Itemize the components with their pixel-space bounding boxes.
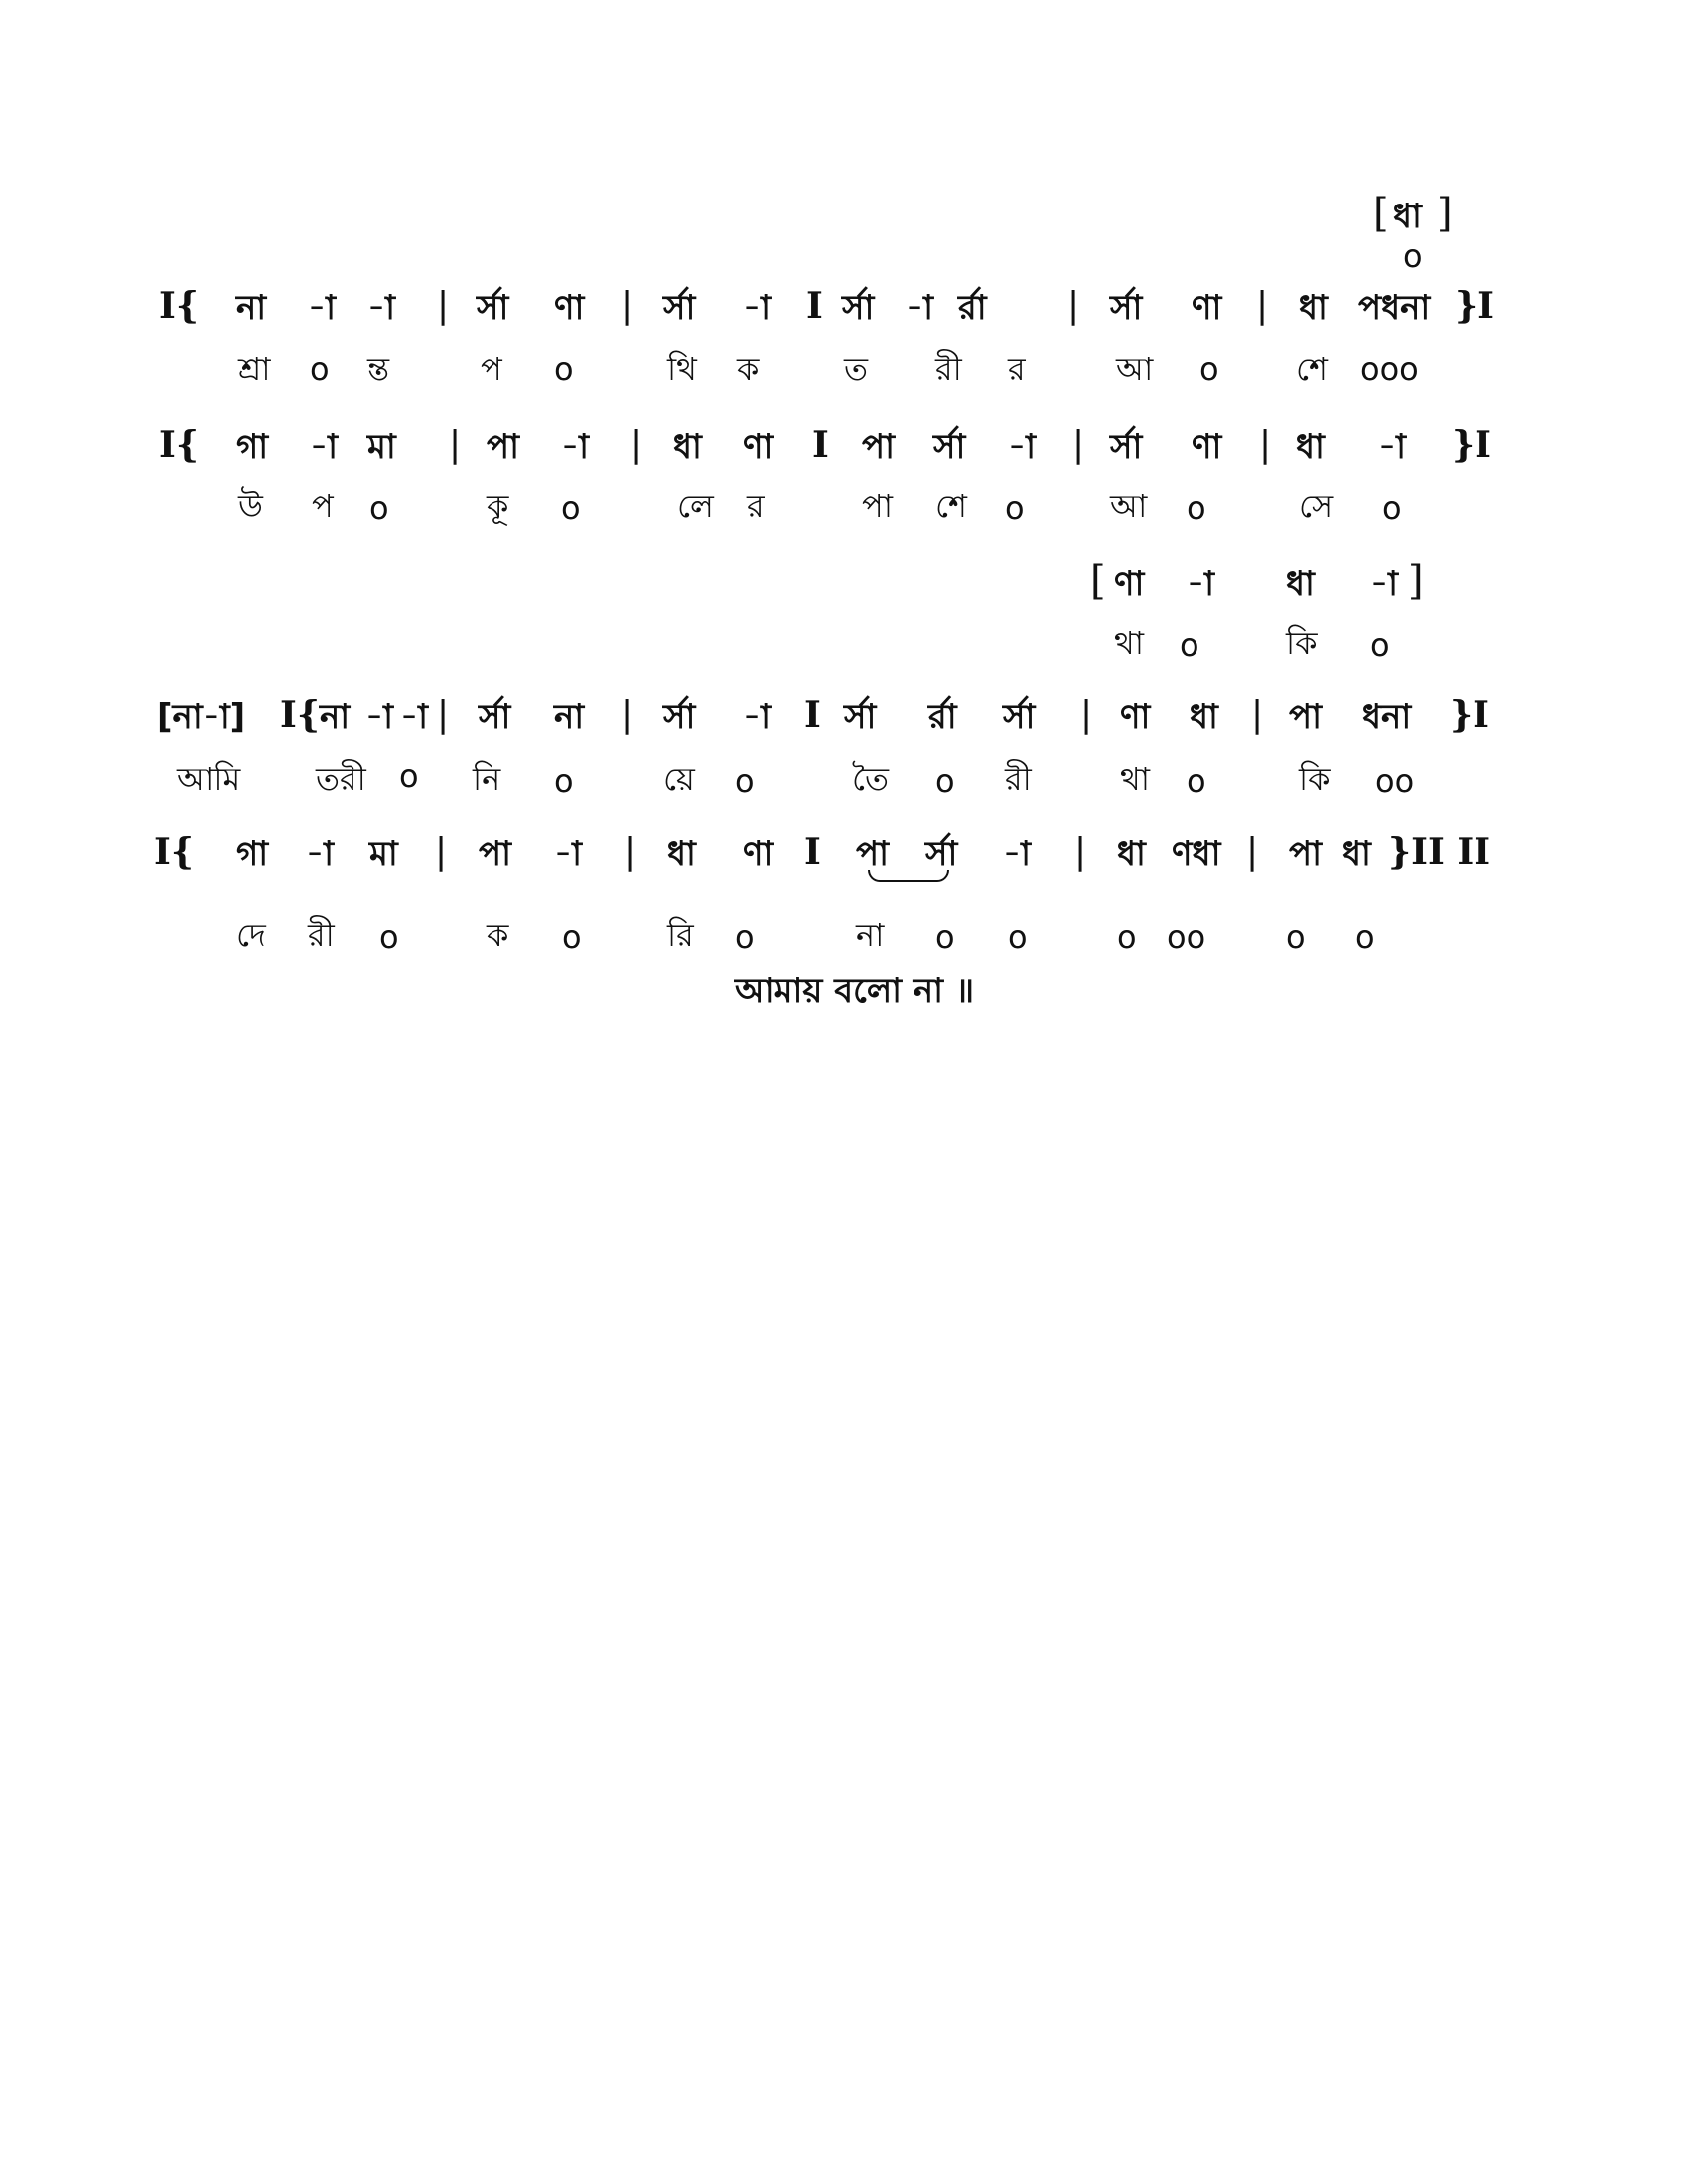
note: র্রা bbox=[958, 288, 987, 328]
note: পা bbox=[862, 427, 895, 467]
note: র্সা bbox=[842, 288, 875, 328]
lyric: থা bbox=[1120, 760, 1151, 798]
bar-line: | bbox=[435, 831, 448, 872]
note: -া bbox=[1378, 427, 1406, 467]
note: র্সা bbox=[1003, 697, 1036, 737]
note: -া bbox=[365, 697, 393, 737]
bar-line: | bbox=[437, 694, 450, 735]
note: -া bbox=[561, 427, 589, 467]
note: পা bbox=[1289, 697, 1322, 737]
line2-start-mark: I{ bbox=[159, 424, 199, 466]
lyric: o bbox=[1117, 918, 1137, 956]
note: র্সা bbox=[1110, 288, 1143, 328]
lyric: o bbox=[935, 918, 955, 956]
variant-lyric: কি bbox=[1286, 624, 1318, 662]
note: ণা bbox=[554, 288, 585, 328]
note: ণা bbox=[743, 427, 774, 467]
lyric: o bbox=[379, 918, 399, 956]
lyric: o bbox=[1187, 762, 1206, 800]
lyric: থি bbox=[667, 350, 697, 388]
lyric: সে bbox=[1299, 487, 1334, 525]
lyric: তরী bbox=[316, 760, 366, 798]
lyric: নি bbox=[473, 760, 501, 798]
lyric: পা bbox=[862, 487, 894, 525]
bracket-open: [ bbox=[1373, 191, 1389, 236]
variant-note: ণা bbox=[1114, 564, 1145, 604]
closing-line: আমায় বলো না ॥ bbox=[735, 971, 975, 1011]
lyric: oo bbox=[1167, 918, 1206, 956]
note: ধা bbox=[1342, 834, 1371, 874]
variant-note: -া bbox=[1370, 564, 1398, 604]
lyric: o bbox=[1005, 489, 1025, 527]
note: ণা bbox=[1192, 288, 1222, 328]
note: -া bbox=[743, 288, 771, 328]
meend-slur bbox=[868, 870, 949, 882]
lyric: রি bbox=[667, 916, 694, 954]
lyric: প bbox=[481, 350, 502, 388]
variant-lyric: o bbox=[1370, 626, 1390, 664]
lyric: o bbox=[1355, 918, 1375, 956]
note: র্সা bbox=[1110, 427, 1143, 467]
note: ধা bbox=[1190, 697, 1218, 737]
lyric: আমি bbox=[177, 760, 241, 798]
note: র্সা bbox=[479, 697, 511, 737]
note: -া bbox=[400, 697, 428, 737]
lyric: শ্রা bbox=[238, 350, 271, 388]
section-mark: I bbox=[806, 285, 823, 327]
line4-start-mark: I{ bbox=[154, 831, 194, 873]
note: ণা bbox=[1120, 697, 1151, 737]
note: ণা bbox=[743, 834, 774, 874]
lyric: o bbox=[561, 489, 581, 527]
section-mark: I bbox=[804, 831, 821, 873]
lyric: o bbox=[554, 350, 574, 388]
lyric: উ bbox=[238, 487, 263, 525]
note: -া bbox=[367, 288, 395, 328]
lyric: তৈ bbox=[852, 760, 889, 798]
note: র্সা bbox=[663, 697, 696, 737]
line1-end-mark: }I bbox=[1455, 285, 1494, 327]
variant-lyric: o bbox=[1180, 626, 1199, 664]
lyric: o bbox=[735, 762, 755, 800]
note: র্সা bbox=[663, 288, 696, 328]
lyric: ooo bbox=[1360, 350, 1419, 388]
lyric: রী bbox=[1005, 760, 1032, 798]
note: মা bbox=[369, 834, 398, 874]
lyric: o bbox=[935, 762, 955, 800]
lyric: o bbox=[1187, 489, 1206, 527]
lyric: o bbox=[735, 918, 755, 956]
lyric: ক bbox=[487, 916, 509, 954]
lyric: শে bbox=[1296, 350, 1328, 388]
lyric: না bbox=[856, 916, 885, 954]
note: র্সা bbox=[844, 697, 877, 737]
note: -া bbox=[906, 288, 933, 328]
lyric: ক bbox=[737, 350, 760, 388]
note: না bbox=[554, 697, 585, 737]
lyric: o bbox=[1008, 918, 1028, 956]
note: র্সা bbox=[925, 834, 958, 874]
note: -া bbox=[554, 834, 582, 874]
lyric: র bbox=[1008, 350, 1026, 388]
note: ধা bbox=[1117, 834, 1146, 874]
note: ধা bbox=[673, 427, 702, 467]
lyric: রী bbox=[935, 350, 962, 388]
line3-end-mark: }I bbox=[1450, 694, 1489, 736]
lyric: কি bbox=[1299, 760, 1331, 798]
lyric: o bbox=[369, 489, 389, 527]
note: গা bbox=[236, 427, 269, 467]
bar-line: | bbox=[621, 285, 633, 326]
bracket-close: ] bbox=[1437, 191, 1453, 236]
lyric: o bbox=[1286, 918, 1306, 956]
section-mark: I bbox=[812, 424, 829, 466]
lyric: ন্ত bbox=[367, 350, 390, 388]
lyric: o bbox=[1382, 489, 1402, 527]
lyric: র bbox=[747, 487, 765, 525]
note: ধা bbox=[667, 834, 696, 874]
lyric: য়ে bbox=[663, 760, 695, 798]
note: পা bbox=[1289, 834, 1322, 874]
note: পা bbox=[856, 834, 889, 874]
lyric: o bbox=[1199, 350, 1219, 388]
bar-line: | bbox=[1072, 424, 1085, 465]
lyric: কূ bbox=[487, 487, 509, 525]
note: ধনা bbox=[1362, 697, 1412, 737]
note: পা bbox=[487, 427, 519, 467]
lyric: লে bbox=[677, 487, 714, 525]
note: ণধা bbox=[1172, 834, 1221, 874]
bar-line: | bbox=[1074, 831, 1087, 872]
note: -া bbox=[743, 697, 771, 737]
bar-line: | bbox=[631, 424, 643, 465]
lyric: প bbox=[312, 487, 334, 525]
bar-line: | bbox=[1067, 285, 1080, 326]
note: ধা bbox=[1296, 427, 1325, 467]
note: ধা bbox=[1299, 288, 1328, 328]
line2-end-mark: }I bbox=[1452, 424, 1491, 466]
lyric: দে bbox=[236, 916, 266, 954]
lyric: রী bbox=[308, 916, 335, 954]
bar-line: | bbox=[1246, 831, 1259, 872]
lyric: o bbox=[310, 350, 330, 388]
note: ণা bbox=[1192, 427, 1222, 467]
bracket-close: ] bbox=[1408, 558, 1424, 604]
variant-lyric: থা bbox=[1114, 624, 1145, 662]
note: পা bbox=[479, 834, 511, 874]
note: -া bbox=[310, 427, 338, 467]
lyric: ত bbox=[844, 350, 869, 388]
bar-line: | bbox=[1256, 285, 1269, 326]
note: র্সা bbox=[933, 427, 966, 467]
lyric: আ bbox=[1110, 487, 1148, 525]
variant-note: -া bbox=[1187, 564, 1214, 604]
lyric: o bbox=[554, 762, 574, 800]
bar-line: | bbox=[449, 424, 462, 465]
note: না bbox=[320, 697, 351, 737]
lyric: আ bbox=[1116, 350, 1154, 388]
lyric: oo bbox=[1375, 762, 1415, 800]
note: -া bbox=[308, 288, 336, 328]
bar-line: | bbox=[624, 831, 636, 872]
variant-note: ধা bbox=[1286, 564, 1315, 604]
lyric: o bbox=[562, 918, 582, 956]
bar-line: | bbox=[437, 285, 450, 326]
note: র্রা bbox=[928, 697, 957, 737]
bracket-open: [ bbox=[1090, 558, 1106, 604]
note: পধনা bbox=[1358, 288, 1431, 328]
bar-line: | bbox=[621, 694, 633, 735]
note: -া bbox=[1008, 427, 1036, 467]
variant-lyric: o bbox=[1403, 237, 1423, 275]
note: গা bbox=[236, 834, 269, 874]
line3-start-mark: I{ bbox=[280, 694, 320, 736]
section-mark: I bbox=[804, 694, 821, 736]
note: না bbox=[236, 288, 267, 328]
bar-line: | bbox=[1251, 694, 1264, 735]
line1-start-mark: I{ bbox=[159, 285, 199, 327]
line3-prefix: [না-া] bbox=[157, 697, 246, 737]
lyric: শে bbox=[935, 487, 967, 525]
variant-note: ধা bbox=[1393, 197, 1422, 236]
note: মা bbox=[367, 427, 396, 467]
bar-line: | bbox=[1080, 694, 1093, 735]
note: -া bbox=[306, 834, 334, 874]
note: -া bbox=[1003, 834, 1031, 874]
bar-line: | bbox=[1259, 424, 1272, 465]
lyric: o bbox=[399, 757, 419, 795]
line4-end-mark: }II II bbox=[1388, 831, 1491, 873]
note: র্সা bbox=[477, 288, 509, 328]
